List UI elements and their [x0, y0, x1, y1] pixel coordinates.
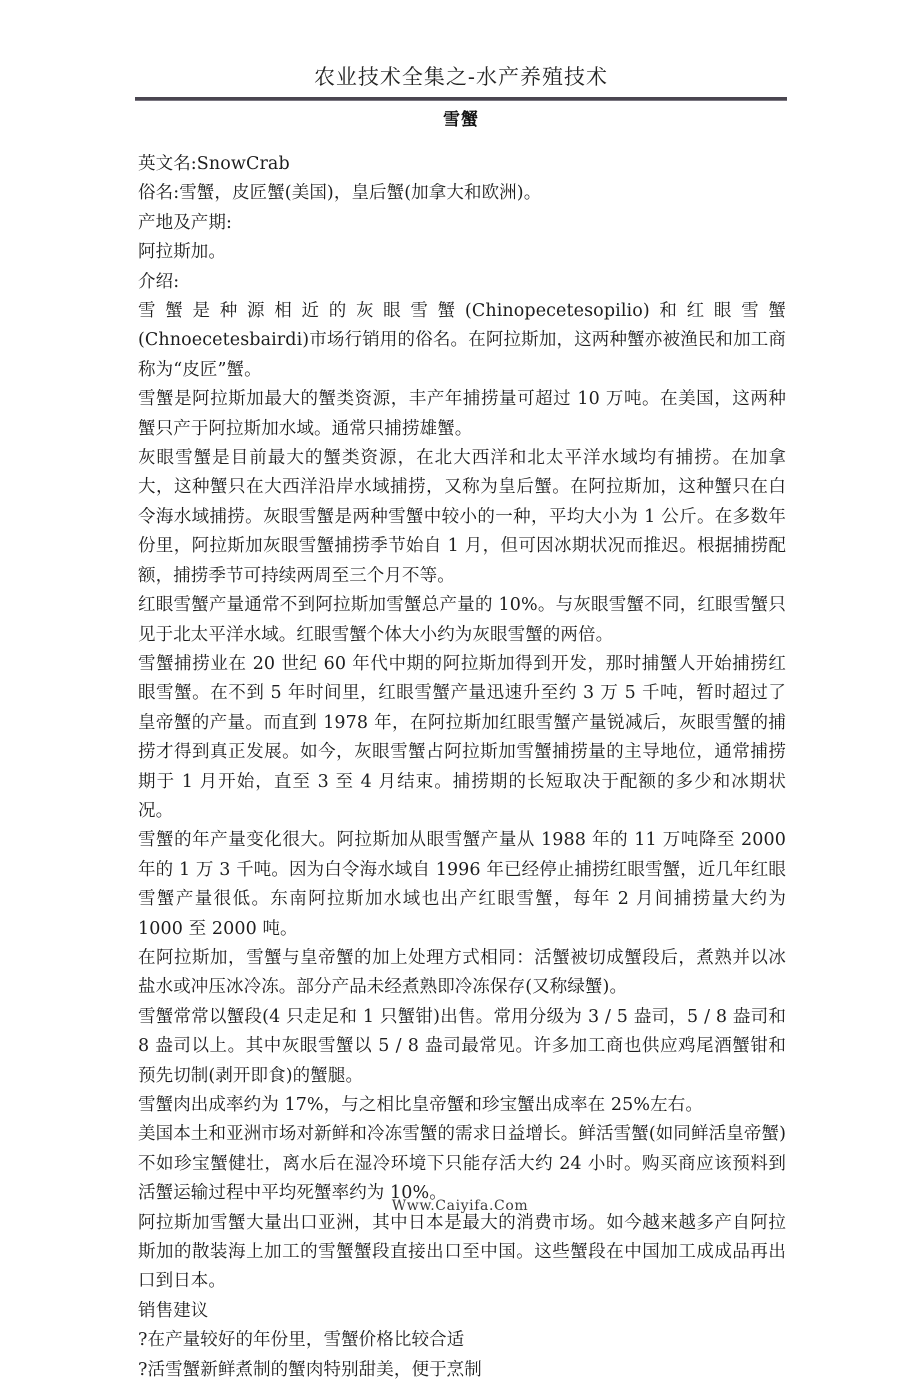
paragraph: 俗名:雪蟹，皮匠蟹(美国)，皇后蟹(加拿大和欧洲)。	[138, 183, 542, 204]
paragraph: 雪蟹捕捞业在 20 世纪 60 年代中期的阿拉斯加得到开发，那时捕蟹人开始捕捞红眼雪蟹。在不到 5 年时间里，红眼雪蟹产量迅速升至约 3 万 5 千吨，暂时超过了皇帝蟹的产量。而直到 1978 年，在阿拉斯加红眼雪蟹产量锐减后，灰眼雪蟹的捕捞才得到真正发展。如今，灰眼雪蟹占阿拉斯加雪蟹捕捞量的主导地位，通常捕捞期于 1 月开始，直至 3 至 4 月结束。捕捞期的长短取决于配额的多少和冰期状况。	[138, 653, 786, 821]
paragraph: 雪蟹是种源相近的灰眼雪蟹(Chinopecetesopilio)和红眼雪蟹(Chnoecetesbairdi)市场行销用的俗名。在阿拉斯加，这两种蟹亦被渔民和加工商称为“皮匠”蟹。	[138, 301, 786, 380]
paragraph: 阿拉斯加。	[138, 242, 226, 263]
paragraph: 雪蟹的年产量变化很大。阿拉斯加从眼雪蟹产量从 1988 年的 11 万吨降至 2000 年的 1 万 3 千吨。因为白令海水域自 1996 年已经停止捕捞红眼雪蟹，近几年红眼雪蟹产量很低。东南阿拉斯加水域也出产红眼雪蟹，每年 2 月间捕捞量大约为 1000 至 2000 吨。	[138, 830, 786, 939]
paragraph: 红眼雪蟹产量通常不到阿拉斯加雪蟹总产量的 10%。与灰眼雪蟹不同，红眼雪蟹只见于北太平洋水域。红眼雪蟹个体大小约为灰眼雪蟹的两倍。	[138, 595, 786, 645]
paragraph: 英文名:SnowCrab	[138, 154, 290, 174]
paragraph: 美国本土和亚洲市场对新鲜和冷冻雪蟹的需求日益增长。鲜活雪蟹(如同鲜活皇帝蟹)不如珍宝蟹健壮，离水后在湿冷环境下只能存活大约 24 小时。购买商应该预料到活蟹运输过程中平均死蟹率约为 10%。	[138, 1124, 786, 1204]
page-title: 雪蟹	[443, 110, 479, 130]
bullet-item: ?在产量较好的年份里，雪蟹价格比较合适	[138, 1330, 465, 1351]
paragraph: 雪蟹是阿拉斯加最大的蟹类资源，丰产年捕捞量可超过 10 万吨。在美国，这两种蟹只产于阿拉斯加水域。通常只捕捞雄蟹。	[138, 389, 786, 439]
section-heading: 销售建议	[138, 1300, 209, 1321]
running-header	[135, 62, 787, 101]
paragraph: 雪蟹常常以蟹段(4 只走足和 1 只蟹钳)出售。常用分级为 3 / 5 盎司，5 / 8 盎司和 8 盎司以上。其中灰眼雪蟹以 5 / 8 盎司最常见。许多加工商也供应鸡尾酒蟹钳和预先切制(剥开即食)的蟹腿。	[138, 1006, 786, 1086]
paragraph: 阿拉斯加雪蟹大量出口亚洲，其中日本是最大的消费市场。如今越来越多产自阿拉斯加的散装海上加工的雪蟹蟹段直接出口至中国。这些蟹段在中国加工成成品再出口到日本。	[138, 1212, 786, 1292]
header-title: 农业技术全集之-水产养殖技术	[313, 65, 609, 89]
paragraph: 介绍:	[138, 271, 180, 292]
paragraph: 灰眼雪蟹是目前最大的蟹类资源，在北大西洋和北太平洋水域均有捕捞。在加拿大，这种蟹只在大西洋沿岸水域捕捞，又称为皇后蟹。在阿拉斯加，这种蟹只在白令海水域捕捞。灰眼雪蟹是两种雪蟹中较小的一种，平均大小为 1 公斤。在多数年份里，阿拉斯加灰眼雪蟹捕捞季节始自 1 月，但可因冰期状况而推迟。根据捕捞配额，捕捞季节可持续两周至三个月不等。	[138, 448, 786, 586]
paragraph: 产地及产期:	[138, 212, 232, 233]
header-divider	[135, 97, 787, 101]
paragraph: 雪蟹肉出成率约为 17%，与之相比皇帝蟹和珍宝蟹出成率在 25%左右。	[138, 1095, 703, 1115]
footer-watermark: Www.Caiyifa.Com	[391, 1198, 529, 1214]
bullet-item: ?活雪蟹新鲜煮制的蟹肉特别甜美，便于烹制	[138, 1359, 482, 1380]
paragraph: 在阿拉斯加，雪蟹与皇帝蟹的加上处理方式相同：活蟹被切成蟹段后，煮熟并以冰盐水或冲压冰冷冻。部分产品未经煮熟即冷冻保存(又称绿蟹)。	[138, 947, 786, 998]
